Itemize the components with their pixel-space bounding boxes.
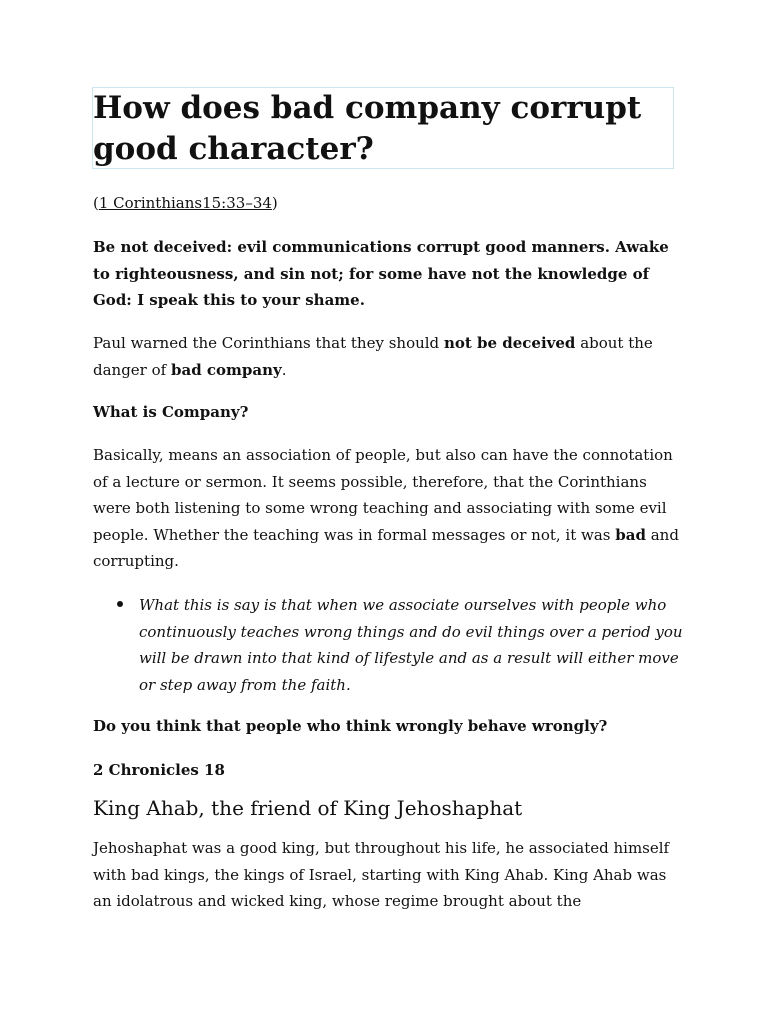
paragraph-jehoshaphat: Jehoshaphat was a good king, but throughout his life, he associated himself with bad kings, the kings of Israel, starting with King Ahab. King Ahab was an idolatrous and wicked king, whose regime brought about the [93, 839, 670, 910]
para2-bold-1: bad [615, 525, 646, 544]
scripture-reference-link[interactable]: 1 Corinthians15:33–34 [98, 194, 272, 212]
heading-what-is-company: What is Company? [93, 403, 249, 421]
question-heading: Do you think that people who think wrongly behave wrongly? [93, 717, 608, 735]
bullet-list [93, 592, 683, 698]
verse-text: Be not deceived: evil communications corrupt good manners. Awake to righteousness, and sin not; for some have not the knowledge of God: I speak this to your shame. [93, 238, 669, 309]
chronicles-reference: 2 Chronicles 18 [93, 761, 225, 779]
para2-text-1: Basically, means an association of people, but also can have the connotation of a lecture or sermon. It seems possible, therefore, that the Corinthians were both listening to some wrong teaching and associating with some evil people. Whether the teaching was in formal messages or not, it was [93, 446, 673, 544]
bullet-item: What this is say is that when we associate ourselves with people who continuously teaches wrong things and do evil things over a period you will be drawn into that kind of lifestyle and as a result will either move or step away from the faith. [139, 596, 683, 694]
subheading-king-ahab: King Ahab, the friend of King Jehoshaphat [93, 796, 523, 820]
paragraph-paul-warning [93, 330, 683, 383]
para2-text-2: and corrupting. [93, 525, 679, 570]
para1-bold-2: bad company [170, 360, 282, 379]
bullet-dot-icon [117, 601, 123, 607]
paragraph-company-definition [93, 442, 683, 575]
scripture-reference [93, 193, 278, 213]
para1-text-1: Paul warned the Corinthians that they should [93, 334, 444, 352]
reference-open-paren: ( [93, 194, 99, 212]
reference-close-paren: ) [271, 194, 278, 212]
para1-text-3: . [281, 360, 287, 379]
para1-bold-1: not be deceived [443, 334, 576, 352]
page-title: How does bad company corrupt good character? [93, 90, 642, 167]
para1-text-2: about the danger of [93, 334, 653, 379]
